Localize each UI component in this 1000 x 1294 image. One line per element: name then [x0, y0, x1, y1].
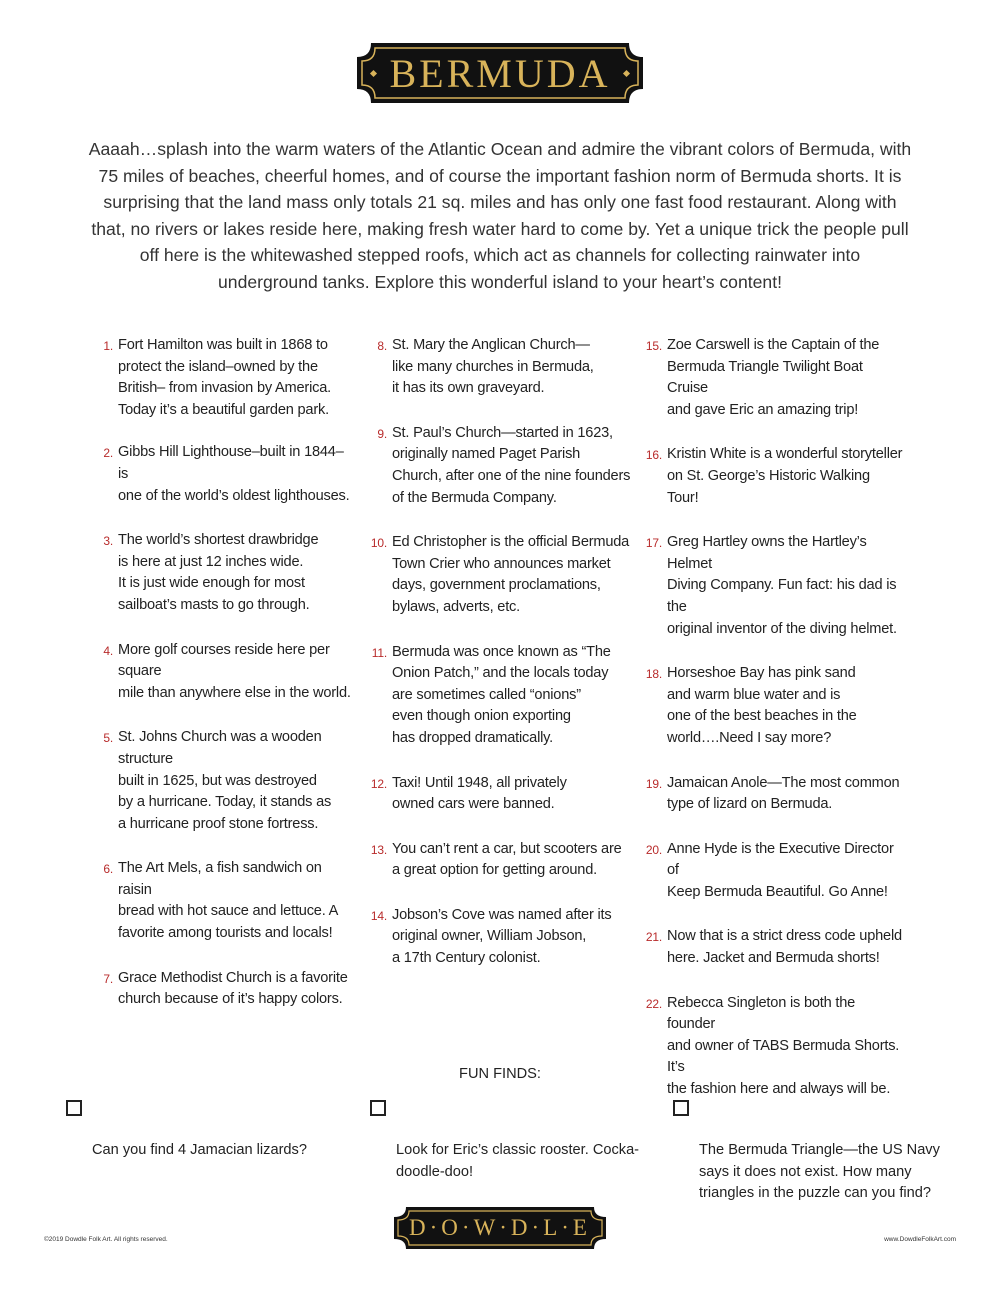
item-text: St. Mary the Anglican Church— like many churches in Bermuda, it has its own graveyard.	[392, 337, 594, 397]
item-text: Ed Christopher is the official Bermuda Town Crier who announces market days, government proclamations, bylaws, adverts, etc.	[392, 534, 630, 615]
item-text: Bermuda was once known as “The Onion Patch,” and the locals today are sometimes called “onions” even though onion exporting has dropped dramatically.	[392, 643, 611, 746]
list-item	[95, 335, 355, 421]
list-item	[644, 839, 904, 904]
item-text: St. Paul’s Church—started in 1623, originally named Paget Parish Church, after one of the nine founders of the Bermuda Company.	[392, 424, 631, 506]
facts-column-1	[95, 335, 355, 1011]
item-number: 9.	[377, 426, 387, 441]
list-item	[369, 839, 631, 882]
item-text: Grace Methodist Church is a favorite church because of it’s happy colors.	[118, 969, 348, 1008]
item-number: 7.	[103, 971, 113, 986]
list-item	[369, 642, 631, 750]
fun-find-text: Can you find 4 Jamacian lizards?	[92, 1142, 307, 1159]
dowdle-logo	[394, 1207, 606, 1249]
item-text: Now that is a strict dress code upheld here. Jacket and Bermuda shorts!	[667, 928, 902, 967]
fun-find-text: The Bermuda Triangle—the US Navy says it does not exist. How many triangles in the puzzle can you find?	[699, 1142, 940, 1202]
website-link[interactable]: www.DowdleFolkArt.com	[884, 1236, 956, 1243]
list-item	[369, 423, 631, 509]
item-text: Taxi! Until 1948, all privately owned cars were banned.	[392, 774, 567, 813]
item-text: Fort Hamilton was built in 1868 to protect the island–owned by the British– from invasion by America. Today it’s a beautiful garden park.	[118, 337, 331, 418]
copyright-text: ©2019 Dowdle Folk Art. All rights reserved.	[44, 1236, 168, 1243]
item-text: Greg Hartley owns the Hartley’s Helmet Diving Company. Fun fact: his dad is the original inventor of the diving helmet.	[667, 534, 897, 637]
item-number: 18.	[645, 667, 662, 682]
list-item	[369, 773, 631, 816]
intro-paragraph: Aaaah…splash into the warm waters of the Atlantic Ocean and admire the vibrant colors of Bermuda, with 75 miles of beaches, cheerful homes, and of course the important fashion norm of Bermuda shorts. It is surprising that the land mass only totals 21 sq. miles and has only one fast food restaurant. Along with that, no rivers or lakes reside here, making fresh water hard to come by. Yet a unique trick the people pull off here is the whitewashed stepped roofs, which act as channels for collecting rainwater into underground tanks. Explore this wonderful island to your heart’s content!	[88, 139, 912, 292]
checkbox-icon[interactable]	[66, 1100, 82, 1116]
fun-finds-title: FUN FINDS:	[459, 1066, 541, 1082]
item-number: 19.	[645, 776, 662, 791]
list-item	[644, 773, 904, 816]
item-number: 22.	[645, 996, 662, 1011]
item-number: 3.	[103, 534, 113, 549]
item-number: 20.	[645, 842, 662, 857]
fun-find-lizards[interactable]	[66, 1097, 352, 1162]
checkbox-icon[interactable]	[370, 1100, 386, 1116]
list-item	[95, 442, 355, 507]
list-item	[644, 926, 904, 969]
item-text: Horseshoe Bay has pink sand and warm blue water and is one of the best beaches in the world….Need I say more?	[667, 665, 857, 746]
item-text: More golf courses reside here per square mile than anywhere else in the world.	[118, 641, 351, 701]
item-number: 6.	[103, 862, 113, 877]
item-number: 8.	[377, 339, 387, 353]
item-text: The world’s shortest drawbridge is here at just 12 inches wide. It is just wide enough for most sailboat’s masts to go through.	[118, 532, 319, 613]
item-number: 5.	[103, 731, 113, 746]
item-number: 11.	[371, 645, 387, 660]
item-number: 10.	[370, 536, 387, 551]
list-item	[369, 905, 631, 970]
list-item	[369, 335, 631, 400]
page-title: BERMUDA	[389, 50, 611, 96]
list-item	[95, 968, 355, 1011]
item-text: Kristin White is a wonderful storyteller on St. George’s Historic Walking Tour!	[667, 446, 903, 506]
item-text: Jobson’s Cove was named after its original owner, William Jobson, a 17th Century colonist.	[392, 906, 612, 967]
fun-find-rooster[interactable]	[370, 1097, 656, 1183]
item-text: The Art Mels, a fish sandwich on raisin bread with hot sauce and lettuce. A favorite among tourists and locals!	[118, 860, 339, 942]
item-number: 2.	[103, 446, 113, 461]
facts-column-2	[369, 335, 631, 970]
list-item	[95, 640, 355, 705]
fun-find-triangles[interactable]	[673, 1097, 969, 1205]
facts-column-3	[644, 335, 904, 1101]
list-item	[95, 727, 355, 835]
fun-find-text: Look for Eric’s classic rooster. Cocka- doodle-doo!	[396, 1142, 640, 1180]
list-item	[644, 444, 904, 509]
item-number: 17.	[645, 536, 662, 551]
item-text: You can’t rent a car, but scooters are a great option for getting around.	[392, 840, 622, 879]
list-item	[644, 993, 904, 1101]
item-text: Rebecca Singleton is both the founder and owner of TABS Bermuda Shorts. It’s the fashion here and always will be.	[667, 994, 900, 1098]
item-number: 13.	[370, 842, 387, 857]
list-item	[644, 335, 904, 421]
title-plaque	[357, 43, 643, 103]
item-text: St. Johns Church was a wooden structure built in 1625, but was destroyed by a hurricane. Today, it stands as a hurricane proof stone fortress.	[118, 729, 332, 832]
item-number: 1.	[103, 339, 113, 353]
list-item	[644, 663, 904, 749]
list-item	[95, 858, 355, 944]
item-number: 15.	[645, 339, 662, 353]
item-number: 21.	[645, 930, 662, 945]
item-text: Zoe Carswell is the Captain of the Bermuda Triangle Twilight Boat Cruise and gave Eric an amazing trip!	[667, 337, 880, 418]
item-text: Anne Hyde is the Executive Director of Keep Bermuda Beautiful. Go Anne!	[667, 840, 894, 900]
item-number: 16.	[645, 448, 662, 463]
item-text: Jamaican Anole—The most common type of lizard on Bermuda.	[667, 774, 900, 813]
list-item	[644, 532, 904, 640]
item-number: 12.	[370, 776, 387, 791]
logo-text: D·O·W·D·L·E	[409, 1215, 591, 1240]
item-number: 4.	[103, 643, 113, 658]
list-item	[369, 532, 631, 618]
item-text: Gibbs Hill Lighthouse–built in 1844– is one of the world’s oldest lighthouses.	[118, 444, 350, 504]
list-item	[95, 530, 355, 616]
item-number: 14.	[370, 908, 387, 923]
checkbox-icon[interactable]	[673, 1100, 689, 1116]
